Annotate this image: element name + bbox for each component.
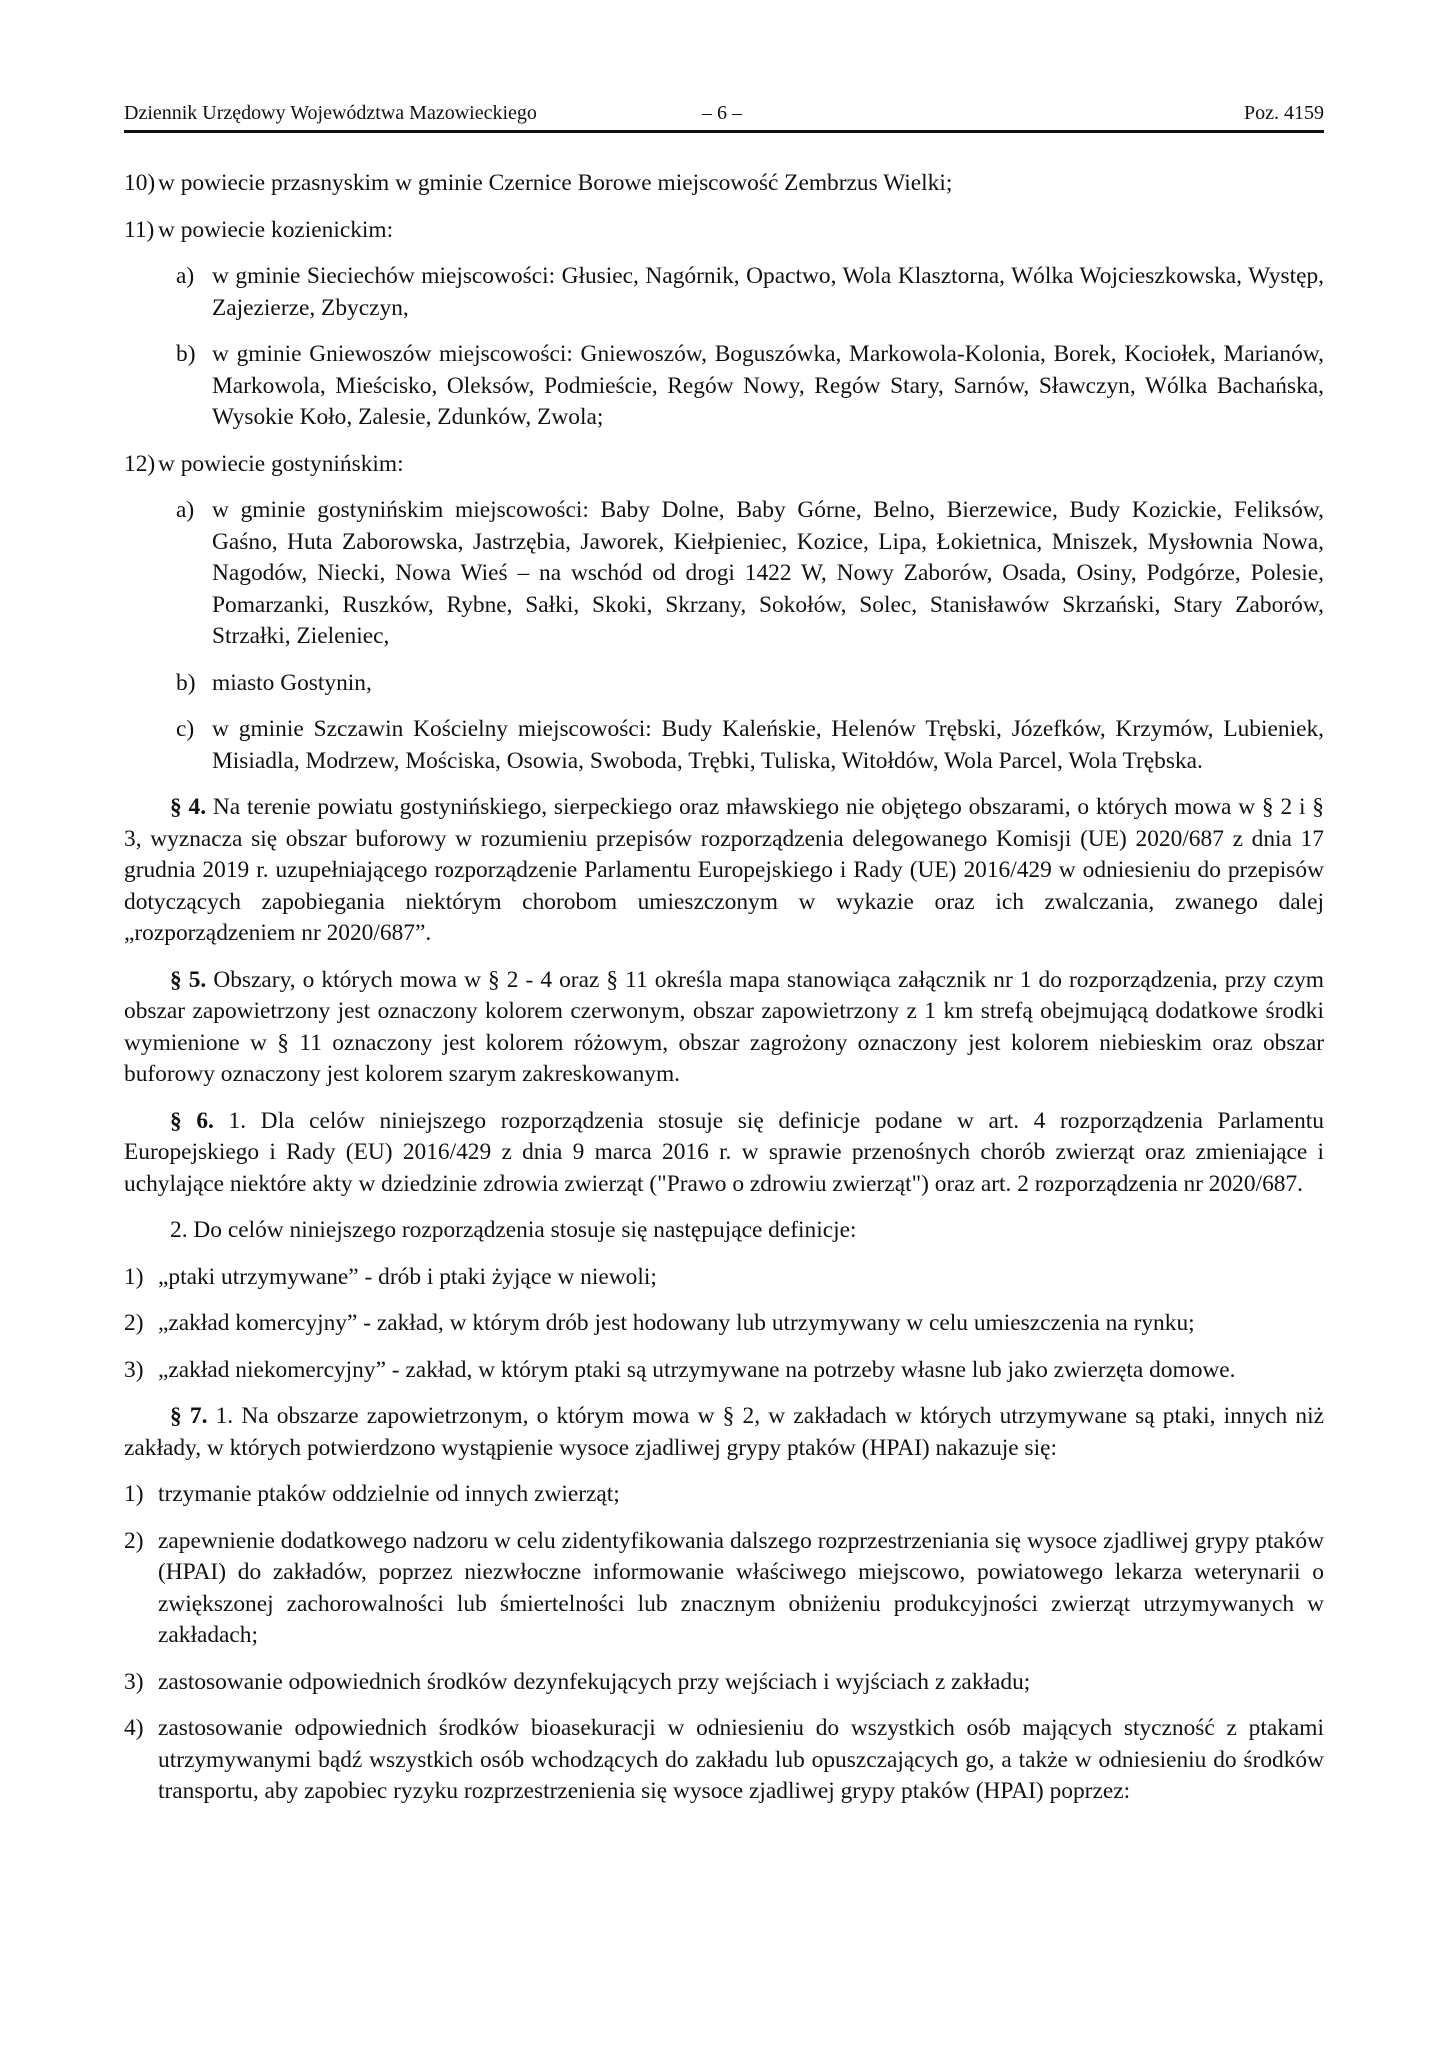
section-paragraph: [124, 965, 1324, 1091]
section-label: § 5.: [170, 966, 207, 993]
list-item: [124, 168, 1324, 200]
item-text: „zakład komercyjny” - zakład, w którym drób jest hodowany lub utrzymywany w celu umieszczenia na rynku;: [158, 1310, 1195, 1336]
item-number: 11): [124, 216, 155, 243]
sub-item: [124, 495, 1324, 653]
definition-item: [124, 1262, 1324, 1294]
sub-item: [124, 668, 1324, 700]
item-number: 12): [124, 450, 156, 477]
journal-title: Dziennik Urzędowy Województwa Mazowieckiego: [124, 102, 537, 124]
section-paragraph: [124, 1401, 1324, 1464]
sub-item-text: miasto Gostynin,: [212, 669, 372, 696]
item-text: w powiecie przasnyskim w gminie Czernice Borowe miejscowość Zembrzus Wielki;: [158, 170, 953, 196]
list-item: [124, 1713, 1324, 1808]
item-text: „ptaki utrzymywane” - drób i ptaki żyjące w niewoli;: [158, 1263, 657, 1290]
item-number: 2): [124, 1310, 144, 1336]
item-number: 3): [124, 1356, 144, 1383]
section-label: § 7.: [170, 1403, 208, 1429]
sub-item-letter: a): [176, 263, 195, 289]
header-rule: [124, 130, 1324, 133]
sub-item-text: w gminie Szczawin Kościelny miejscowości: Budy Kaleńskie, Helenów Trębski, Józefków, Krzymów, Lubieniek, Misiadla, Modrzew, Mościska, Osowia, Swoboda, Trębki, Tuliska, Witołdów, Wola Parcel, Wola Trębska.: [212, 716, 1324, 774]
section-text: 1. Dla celów niniejszego rozporządzenia stosuje się definicje podane w art. 4 rozporządzenia Parlamentu Europejskiego i Rady (EU) 2016/429 z dnia 9 marca 2016 r. w sprawie przenośnych chorób zwierząt oraz zmieniające i uchylające niektóre akty w dziedzinie zdrowia zwierząt ("Prawo o zdrowiu zwierząt") oraz art. 2 rozporządzenia nr 2020/687.: [124, 1107, 1325, 1197]
page-number: – 6 –: [702, 102, 742, 124]
list-item: [124, 449, 1324, 481]
section-label: § 6.: [170, 1107, 214, 1134]
item-number: 3): [124, 1668, 144, 1695]
item-number: 1): [124, 1263, 144, 1290]
item-number: 2): [124, 1527, 144, 1554]
item-text: zastosowanie odpowiednich środków bioasekuracji w odniesieniu do wszystkich osób mających styczność z ptakami utrzymywanymi bądź wszystkich osób wchodzących do zakładu lub opuszczających go, a także w odniesieniu do środków transportu, aby zapobiec ryzyku rozprzestrzenienia się wysoce zjadliwej grypy ptaków (HPAI) poprzez:: [158, 1715, 1324, 1804]
list-item: [124, 1526, 1324, 1652]
item-text: trzymanie ptaków oddzielnie od innych zwierząt;: [158, 1481, 620, 1507]
item-number: 1): [124, 1481, 144, 1507]
sub-item-letter: a): [176, 497, 195, 523]
section-paragraph: [124, 792, 1324, 950]
sub-item-letter: c): [176, 716, 195, 742]
sub-item-letter: b): [176, 669, 196, 696]
item-text: w powiecie kozienickim:: [158, 216, 394, 243]
item-text: „zakład niekomercyjny” - zakład, w którym ptaki są utrzymywane na potrzeby własne lub jako zwierzęta domowe.: [158, 1356, 1236, 1383]
list-item: [124, 1667, 1324, 1699]
section-text: Na terenie powiatu gostynińskiego, sierpeckiego oraz mławskiego nie objętego obszarami, o których mowa w § 2 i § 3, wyznacza się obszar buforowy w rozumieniu przepisów rozporządzenia delegowanego Komisji (UE) 2020/687 z dnia 17 grudnia 2019 r. uzupełniającego rozporządzenie Parlamentu Europejskiego i Rady (UE) 2016/429 w odniesieniu do przepisów dotyczących zapobiegania niektórym chorobom umieszczonym w wykazie oraz ich zwalczania, zwanego dalej „rozporządzeniem nr 2020/687”.: [124, 794, 1324, 946]
sub-item-text: w gminie Sieciechów miejscowości: Głusiec, Nagórnik, Opactwo, Wola Klasztorna, Wólka Wojcieszkowska, Występ, Zajezierze, Zbyczyn,: [212, 263, 1324, 321]
definition-item: [124, 1308, 1324, 1340]
section-paragraph: [124, 1106, 1324, 1201]
item-text: zastosowanie odpowiednich środków dezynfekujących przy wejściach i wyjściach z zakładu;: [158, 1668, 1031, 1695]
section-label: § 4.: [170, 794, 207, 820]
section-text: 1. Na obszarze zapowietrzonym, o którym mowa w § 2, w zakładach w których utrzymywane są ptaki, innych niż zakłady, w których potwierdzono wystąpienie wysoce zjadliwej grypy ptaków (HPAI) nakazuje się:: [124, 1403, 1324, 1461]
definition-item: [124, 1355, 1324, 1387]
document-body: [124, 168, 1324, 1823]
sub-item-letter: b): [176, 341, 196, 367]
subsection-paragraph: 2. Do celów niniejszego rozporządzenia stosuje się następujące definicje:: [170, 1217, 857, 1243]
list-item: [124, 1479, 1324, 1511]
sub-item: [124, 339, 1324, 434]
sub-item-text: w gminie Gniewoszów miejscowości: Gniewoszów, Boguszówka, Markowola-Kolonia, Borek, Kociołek, Marianów, Markowola, Mieścisko, Oleksów, Podmieście, Regów Nowy, Regów Stary, Sarnów, Sławczyn, Wólka Bachańska, Wysokie Koło, Zalesie, Zdunków, Zwola;: [212, 341, 1324, 430]
position-number: Poz. 4159: [1244, 102, 1324, 124]
sub-item-text: w gminie gostynińskim miejscowości: Baby Dolne, Baby Górne, Belno, Bierzewice, Budy Kozickie, Feliksów, Gaśno, Huta Zaborowska, Jastrzębia, Jaworek, Kiełpieniec, Kozice, Lipa, Łokietnica, Mniszek, Mysłownia Nowa, Nagodów, Niecki, Nowa Wieś – na wschód od drogi 1422 W, Nowy Zaborów, Osada, Osiny, Podgórze, Polesie, Pomarzanki, Ruszków, Rybne, Sałki, Skoki, Skrzany, Sokołów, Solec, Stanisławów Skrzański, Stary Zaborów, Strzałki, Zieleniec,: [212, 497, 1324, 649]
item-text: w powiecie gostynińskim:: [158, 450, 404, 477]
item-number: 4): [124, 1715, 144, 1741]
item-text: zapewnienie dodatkowego nadzoru w celu zidentyfikowania dalszego rozprzestrzeniania się wysoce zjadliwej grypy ptaków (HPAI) do zakładów, poprzez niezwłoczne informowanie właściwego miejscowo, powiatowego lekarza weterynarii o zwiększonej zachorowalności lub śmiertelności lub znacznym obniżeniu produkcyjności zwierząt utrzymywanych w zakładach;: [158, 1527, 1324, 1648]
sub-item: [124, 714, 1324, 777]
item-number: 10): [124, 170, 156, 196]
section-text: Obszary, o których mowa w § 2 - 4 oraz § 11 określa mapa stanowiąca załącznik nr 1 do rozporządzenia, przy czym obszar zapowietrzony jest oznaczony kolorem czerwonym, obszar zapowietrzony z 1 km strefą obejmującą dodatkowe środki wymienione w § 11 oznaczony jest kolorem różowym, obszar zagrożony oznaczony jest kolorem niebieskim oraz obszar buforowy oznaczony jest kolorem szarym zakreskowanym.: [124, 966, 1324, 1087]
sub-item: [124, 261, 1324, 324]
page-header: [124, 98, 1324, 128]
list-item: [124, 215, 1324, 247]
